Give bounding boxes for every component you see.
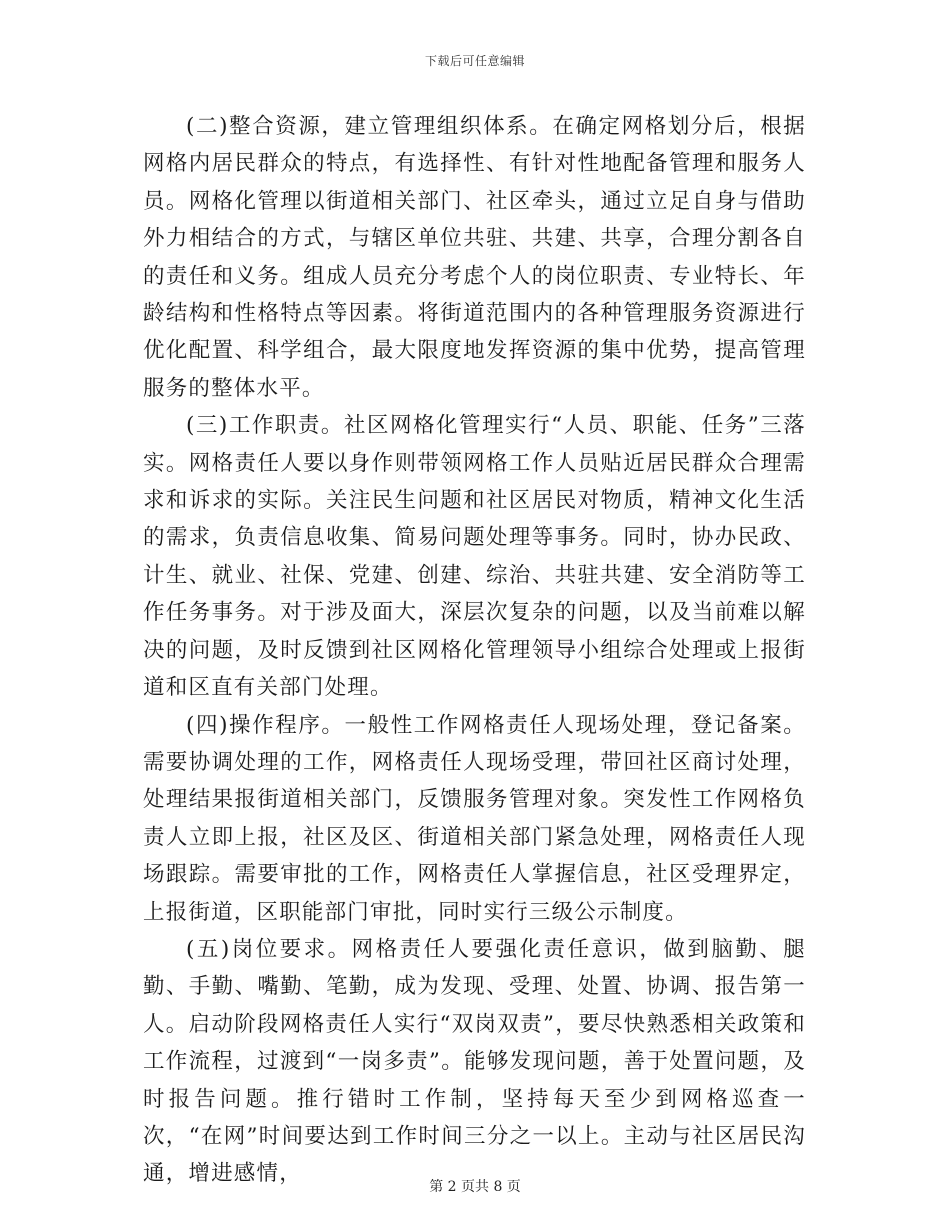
page-number-footer: 第 2 页共 8 页 bbox=[429, 1179, 521, 1195]
paragraph-integrate-resources: (二)整合资源，建立管理组织体系。在确定网格划分后，根据网格内居民群众的特点，有选择性、有针对性地配备管理和服务人员。网格化管理以街道相关部门、社区牵头，通过立足自身与借助外力相结合的方式，与辖区单位共驻、共建、共享，合理分割各自的责任和义务。组成人员充分考虑个人的岗位职责、专业特长、年龄结构和性格特点等因素。将街道范围内的各种管理服务资源进行优化配置、科学组合，最大限度地发挥资源的集中优势，提高管理服务的整体水平。 bbox=[143, 114, 806, 401]
paragraph-operating-procedure: (四)操作程序。一般性工作网格责任人现场处理，登记备案。需要协调处理的工作，网格责任人现场受理，带回社区商讨处理，处理结果报街道相关部门，反馈服务管理对象。突发性工作网格负责人立即上报，社区及区、街道相关部门紧急处理，网格责任人现场跟踪。需要审批的工作，网格责任人掌握信息，社区受理界定，上报街道，区职能部门审批，同时实行三级公示制度。 bbox=[143, 712, 806, 925]
page-header-note: 下载后可任意编辑 bbox=[424, 54, 525, 68]
paragraph-work-duties: (三)工作职责。社区网格化管理实行“人员、职能、任务”三落实。网格责任人要以身作则带领网格工作人员贴近居民群众合理需求和诉求的实际。关注民生问题和社区居民对物质，精神文化生活的需求，负责信息收集、简易问题处理等事务。同时，协办民政、计生、就业、社保、党建、创建、综治、共驻共建、安全消防等工作任务事务。对于涉及面大，深层次复杂的问题，以及当前难以解决的问题，及时反馈到社区网格化管理领导小组综合处理或上报街道和区直有关部门处理。 bbox=[143, 413, 806, 701]
paragraph-post-requirements: (五)岗位要求。网格责任人要强化责任意识，做到脑勤、腿勤、手勤、嘴勤、笔勤，成为发现、受理、处置、协调、报告第一人。启动阶段网格责任人实行“双岗双责”，要尽快熟悉相关政策和工作流程，过渡到“一岗多责”。能够发现问题，善于处置问题，及时报告问题。推行错时工作制，坚持每天至少到网格巡查一次，“在网”时间要达到工作时间三分之一以上。主动与社区居民沟通，增进感情， bbox=[143, 936, 806, 1187]
document-body bbox=[143, 108, 806, 1193]
